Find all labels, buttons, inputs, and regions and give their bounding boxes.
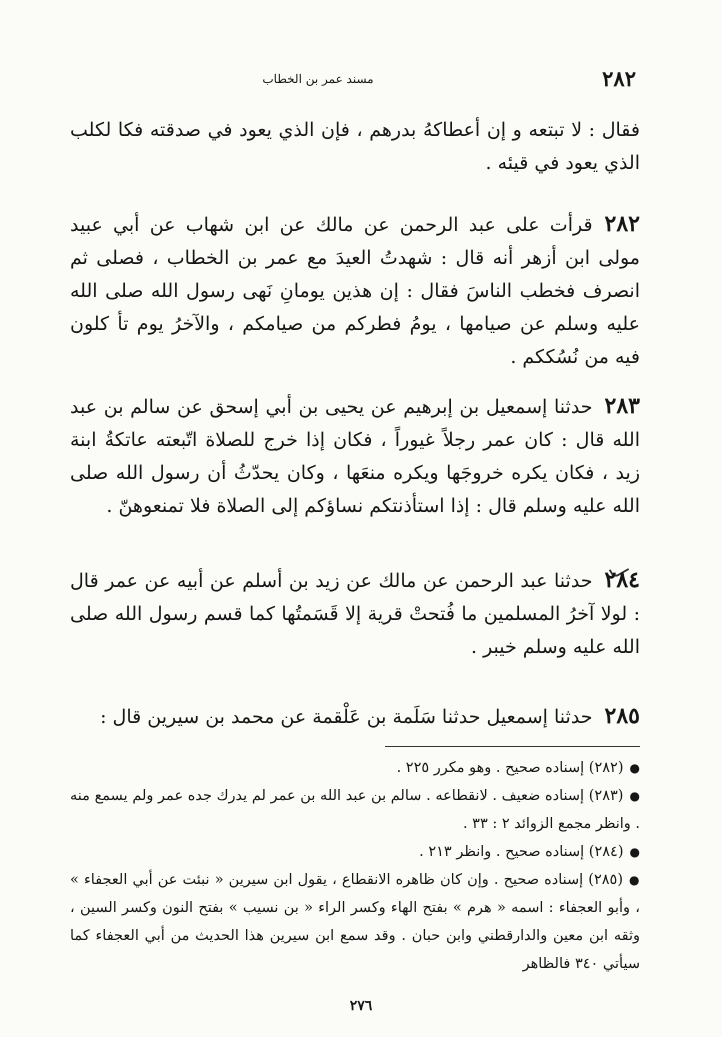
running-title: مسند عمر بن الخطاب <box>262 72 374 86</box>
footnotes <box>70 754 640 978</box>
bullet-icon: ● <box>629 873 640 887</box>
footnote-divider <box>385 746 640 747</box>
hadith-text: حدثنا إسمعيل بن إبرهيم عن يحيى بن أبي إسحق عن سالم بن عبد الله قال : كان عمر رجلاً غيوراً ، فكان إذا خرج للصلاة اتّبعته عاتكةُ ابنة زيد ، فكان يكره خروجَها ويكره منعَها ، وكان يحدّثُ أن رسول الله صلى الله عليه وسلم قال : إذا استأذنتكم نساؤكم إلى الصلاة فلا تمنعوهنّ . <box>70 396 640 517</box>
footer-page-number: ٢٧٦ <box>349 998 373 1014</box>
hadith-284 <box>70 564 640 664</box>
hadith-number: ٢٨٣ <box>604 393 640 419</box>
intro-paragraph <box>70 114 640 180</box>
bullet-icon: ● <box>629 789 640 803</box>
footnote-ref: (٢٨٤) <box>588 844 624 860</box>
bullet-icon: ● <box>629 761 640 775</box>
hadith-282 <box>70 208 640 374</box>
hadith-number: ٢٨٢ <box>604 211 640 237</box>
footnote-text: إسناده صحيح . وهو مكرر ٢٢٥ . <box>396 760 585 776</box>
hadith-number: ٢٨٥ <box>604 703 640 729</box>
hadith-text: حدثنا عبد الرحمن عن مالك عن زيد بن أسلم عن أبيه عن عمر قال : لولا آخرُ المسلمين ما فُتحتْ قرية إلا قَسَمتُها كما قسم رسول الله صلى الله عليه وسلم خيبر . <box>70 570 640 658</box>
footnote-text: إسناده صحيح . وانظر ٢١٣ . <box>419 844 585 860</box>
footnote-284 <box>70 838 640 866</box>
footnote-283 <box>70 782 640 838</box>
page-header <box>60 66 636 96</box>
bullet-icon: ● <box>629 845 640 859</box>
footnote-text: إسناده صحيح . وإن كان ظاهره الانقطاع ، يقول ابن سيرين « نبئت عن أبي العجفاء » ، وأبو العجفاء : اسمه « هرم » بفتح الهاء وكسر الراء « بن نسيب » بفتح النون وكسر السين ، وثقه ابن معين والدارقطني وابن حبان . وقد سمع ابن سيرين هذا الحديث من أبي العجفاء كما سيأتي ٣٤٠ فالظاهر <box>70 872 640 972</box>
footnote-282 <box>70 754 640 782</box>
footnote-ref: (٢٨٣) <box>588 788 624 804</box>
footnote-ref: (٢٨٢) <box>588 760 624 776</box>
hadith-285 <box>70 700 640 734</box>
hadith-number: ٢٨٤ <box>604 567 640 593</box>
hadith-283 <box>70 390 640 523</box>
footnote-text: إسناده ضعيف . لانقطاعه . سالم بن عبد الله بن عمر لم يدرك جده عمر ولم يسمع منه . وانظر مجمع الزوائد ٢ : ٣٣ . <box>70 788 640 832</box>
intro-text: فقال : لا تبتعه و إن أعطاكهُ بدرهم ، فإن الذي يعود في صدقته فكا لكلب الذي يعود في قيئه . <box>70 119 640 174</box>
footnote-ref: (٢٨٥) <box>588 872 624 888</box>
hadith-text: حدثنا إسمعيل حدثنا سَلَمة بن عَلْقمة عن محمد بن سيرين قال : <box>100 706 593 728</box>
header-page-number: ٢٨٢ <box>602 66 636 91</box>
hadith-text: قرأت على عبد الرحمن عن مالك عن ابن شهاب عن أبي عبيد مولى ابن أزهر أنه قال : شهدتُ العيدَ مع عمر بن الخطاب ، فصلى ثم انصرف فخطب الناسَ فقال : إن هذين يومانِ نَهى رسول الله صلى الله عليه وسلم عن صيامها ، يومُ فطركم من صيامكم ، والآخرُ يوم تأ كلون فيه من نُسُككم . <box>70 214 640 368</box>
footnote-285 <box>70 866 640 978</box>
